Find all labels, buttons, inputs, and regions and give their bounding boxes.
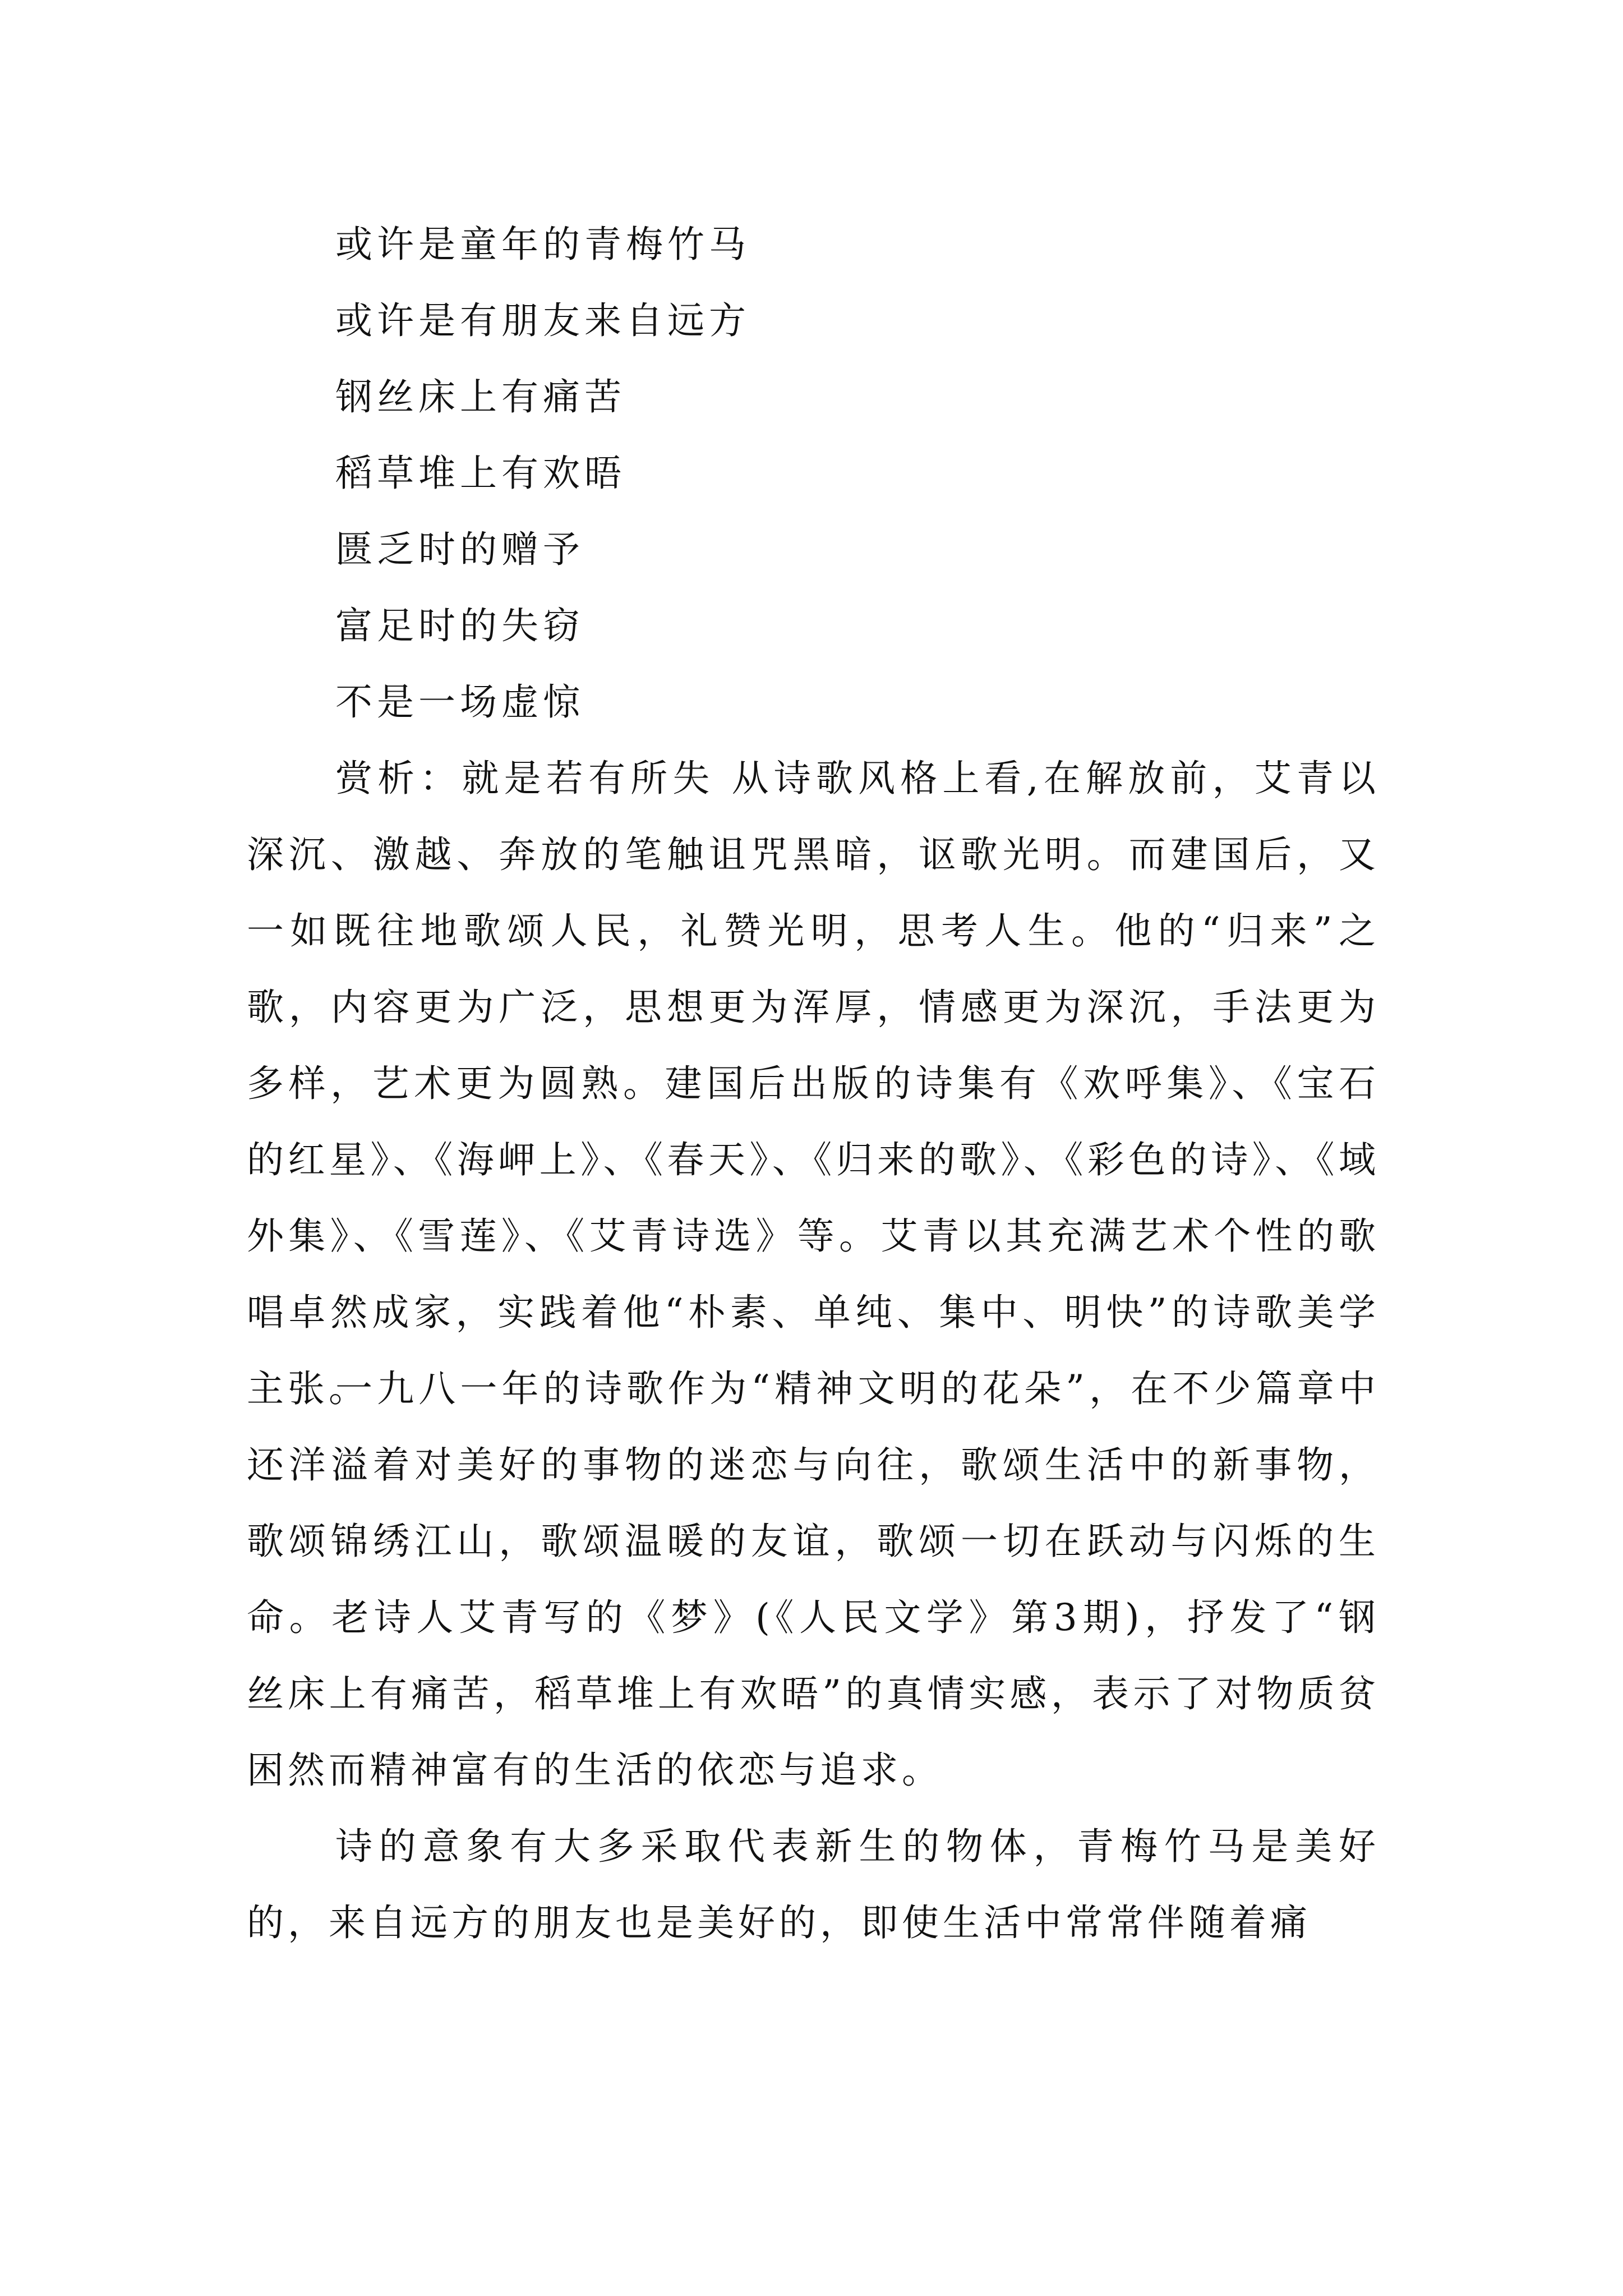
poem-line: 钢丝床上有痛苦 xyxy=(335,375,626,418)
poem-line: 或许是有朋友来自远方 xyxy=(335,299,750,342)
poem-line: 或许是童年的青梅竹马 xyxy=(335,223,750,266)
poem-stanza xyxy=(335,206,1401,740)
poem-line: 富足时的失窃 xyxy=(335,604,584,647)
poem-line: 匮乏时的赠予 xyxy=(335,528,584,571)
poem-line: 不是一场虚惊 xyxy=(335,680,584,724)
body-paragraph: 诗的意象有大多采取代表新生的物体，青梅竹马是美好的，来自远方的朋友也是美好的，即使生活中常常伴随着痛 xyxy=(247,1825,1380,1944)
body-paragraph: 一九八一年的诗歌作为“精神文明的花朵”，在不少篇章中还洋溢着对美好的事物的迷恋与向往，歌颂生活中的新事物，歌颂锦绣江山，歌颂温暖的友谊，歌颂一切在跃动与闪烁的生命。老诗人艾青写的《梦》(《人民文学》第3期)，抒发了“钢丝床上有痛苦，稻草堆上有欢晤”的真情实感，表示了对物质贫困然而精神富有的生活的依恋与追求。 xyxy=(247,1367,1380,1792)
poem-line: 稻草堆上有欢晤 xyxy=(335,452,626,495)
analysis-paragraph: 赏析：就是若有所失 从诗歌风格上看,在解放前，艾青以深沉、激越、奔放的笔触诅咒黑暗，讴歌光明。而建国后，又一如既往地歌颂人民，礼赞光明，思考人生。他的“归来”之歌，内容更为广泛，思想更为浑厚，情感更为深沉，手法更为多样，艺术更为圆熟。建国后出版的诗集有《欢呼集》、《宝石的红星》、《海岬上》、《春天》、《归来的歌》、《彩色的诗》、《域外集》、《雪莲》、《艾青诗选》等。艾青以其充满艺术个性的歌唱卓然成家，实践着他“朴素、单纯、集中、明快”的诗歌美学主张。 xyxy=(247,757,1380,1410)
